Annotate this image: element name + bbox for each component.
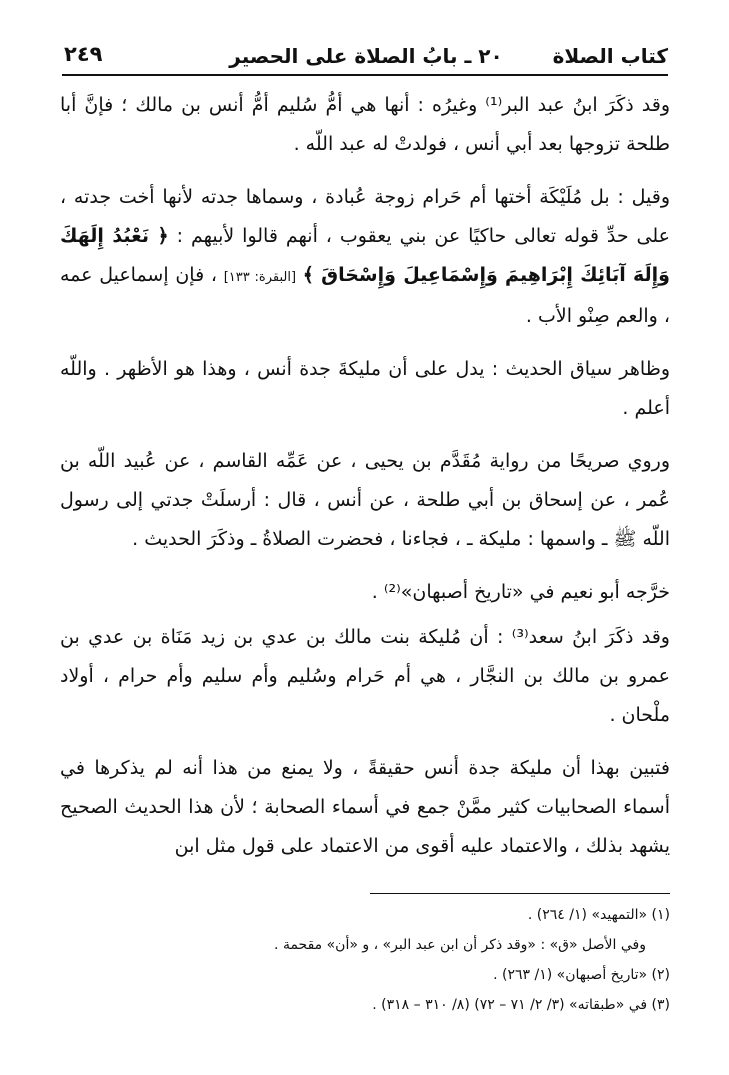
footnote-1: (١) «التمهيد» (١/ ٢٦٤) . <box>527 907 670 923</box>
quran-reference: [البقرة: ١٣٣] <box>223 270 297 285</box>
footnotes <box>60 900 670 1020</box>
paragraph-conclusion: فتبين بهذا أن مليكة جدة أنس حقيقةً ، ولا يمنع من هذا أنه لم يذكرها في أسماء الصحابيات كثير ممَّنْ جمع في أسماء الصحابة ؛ لأن هذا الحديث الصحيح يشهد بذلك ، والاعتماد عليه أقوى من الاعتماد على قول مثل ابن <box>60 757 670 857</box>
footnote-2: (٢) «تاريخ أصبهان» (١/ ٢٦٣) . <box>493 967 670 983</box>
paragraph-ibn-saad: وقد ذكَرَ ابنُ سعد⁽³⁾ : أن مُليكة بنت مالك بن عدي بن زيد مَنَاة بن عدي بن عمرو بن مالك بن النجَّار ، هي أم حَرام وسُليم وأم سليم وأم حرام ، أولاد ملْحان . <box>60 626 670 726</box>
header-divider <box>62 74 668 76</box>
paragraph-narration: وروي صريحًا من رواية مُقَدَّم بن يحيى ، عن عَمِّه القاسم ، عن عُبيد اللّه بن عُمر ، عن إسحاق بن أبي طلحة ، عن أنس ، قال : أرسلَتْ جدتي إلى رسول اللّه ﷺ ـ واسمها : مليكة ـ ، فجاءنا ، فحضرت الصلاةُ ـ وذكَرَ الحديث . <box>60 450 670 550</box>
page-number: ٢٤٩ <box>64 42 103 66</box>
book-section-title: كتاب الصلاة <box>552 44 668 68</box>
footnote-1-note: وفي الأصل «ق» : «وقد ذكر أن ابن عبد البر» ، و «أن» مقحمة . <box>274 937 646 953</box>
main-text <box>60 86 670 872</box>
footnote-divider <box>370 893 670 894</box>
chapter-title: ٢٠ ـ بابُ الصلاة على الحصير <box>229 44 503 68</box>
page-header <box>64 38 668 78</box>
paragraph-abu-nuaym: خرَّجه أبو نعيم في «تاريخ أصبهان»⁽²⁾ . <box>371 581 670 603</box>
paragraph-mulaika-sister <box>60 178 670 336</box>
paragraph-ibn-abd-al-barr: وقد ذكَرَ ابنُ عبد البر⁽¹⁾ وغيرُه : أنها هي أمُّ سُليم أمُّ أنس بن مالك ؛ فإنَّ أبا طلحة تزوجها بعد أبي أنس ، فولدتْ له عبد اللّه . <box>60 94 670 155</box>
footnote-3: (٣) في «طبقاته» (٣/ ٢/ ٧١ – ٧٢) (٨/ ٣١٠ – ٣١٨) . <box>372 997 670 1013</box>
quran-verse: ﴿ نَعْبُدُ إِلَهَكَ وَإِلَهَ آبَائِكَ إِبْرَاهِيمَ وَإِسْمَاعِيلَ وَإِسْحَاقَ ﴾ <box>60 225 670 286</box>
paragraph-text: وقيل : بل مُلَيْكَة أختها أم حَرام زوجة عُبادة ، وسماها جدته لأنها أخت جدته ، على حدِّ قوله تعالى حاكيًا عن بني يعقوب ، أنهم قالوا لأبيهم : <box>60 186 670 247</box>
paragraph-text: ، فإن إسماعيل عمه ، والعم صِنْو الأب . <box>60 264 670 327</box>
paragraph-context: وظاهر سياق الحديث : يدل على أن مليكةَ جدة أنس ، وهذا هو الأظهر . واللّه أعلم . <box>60 358 670 419</box>
